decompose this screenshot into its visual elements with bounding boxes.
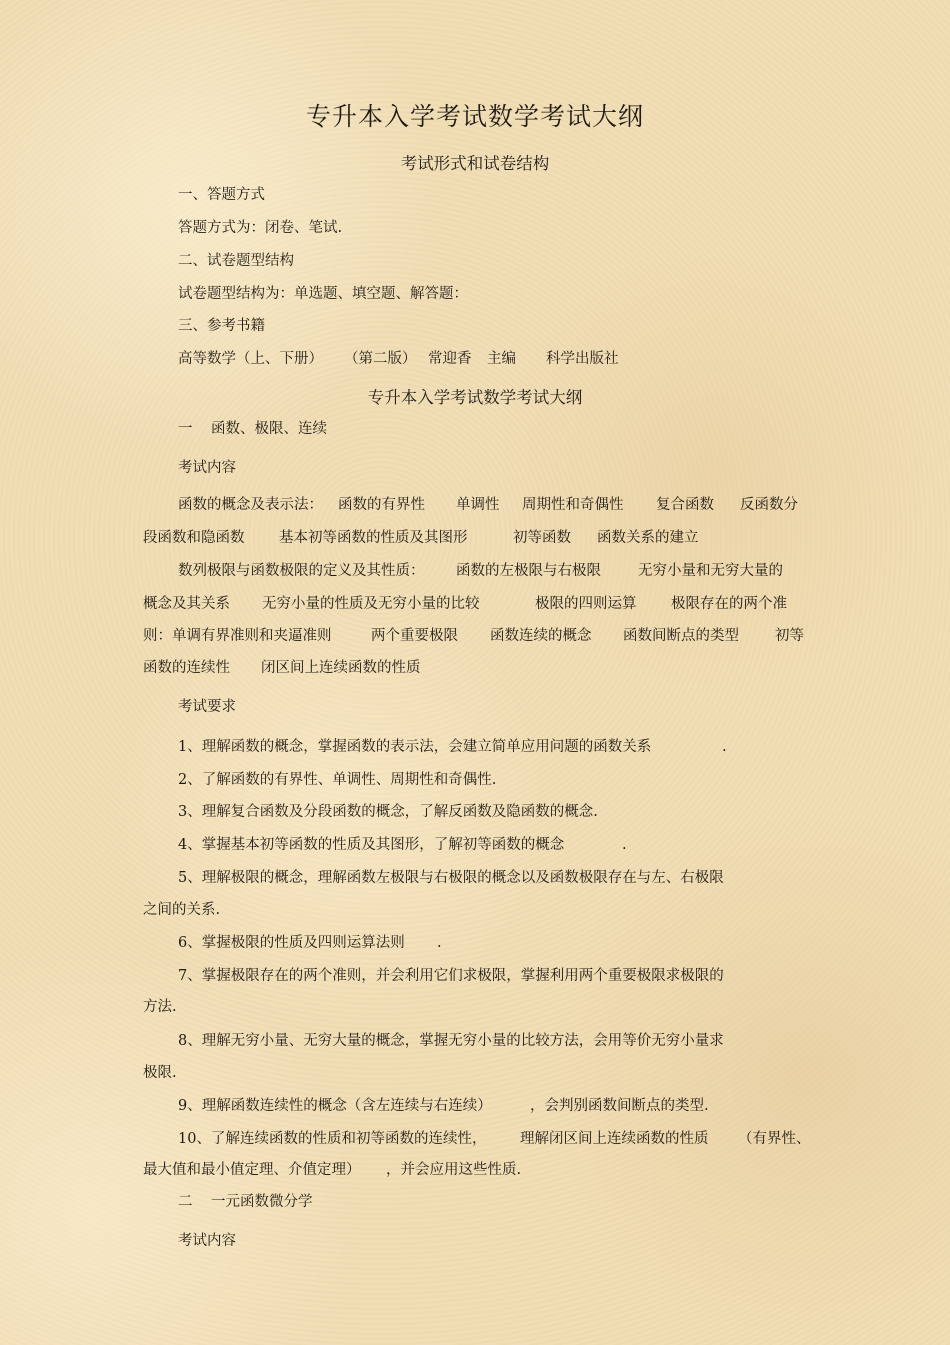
content-item: 反函数分 [740,497,798,513]
requirement-7-cont: 方法. [143,999,177,1015]
content-item: 函数的左极限与右极限 [456,563,601,579]
requirement-6-end: . [437,935,442,951]
requirement-3: 3、理解复合函数及分段函数的概念，了解反函数及隐函数的概念. [178,804,598,820]
content-item: 极限存在的两个准 [671,596,787,612]
content-item: 概念及其关系 [143,596,230,612]
book-editor-role: 主编 [487,351,516,367]
requirement-10-cont: 最大值和最小值定理、介值定理） [143,1162,361,1178]
requirement-10: 10、了解连续函数的性质和初等函数的连续性， [178,1131,487,1147]
item1-heading: 一、答题方式 [178,187,265,203]
requirement-9: 9、理解函数连续性的概念（含左连续与右连续） [178,1098,492,1114]
content-item: 基本初等函数的性质及其图形 [279,530,468,546]
content-item: 函数的有界性 [338,497,425,513]
requirement-5-cont: 之间的关系. [143,902,221,918]
content-item: 函数连续的概念 [490,628,592,644]
book-edition: （第二版） [344,351,417,367]
requirement-1-end: . [722,739,727,755]
content-item: 函数关系的建立 [597,530,699,546]
content-item: 复合函数 [656,497,714,513]
requirement-6: 6、掌握极限的性质及四则运算法则 [178,935,405,951]
content-item: 函数间断点的类型 [623,628,739,644]
content-item: 两个重要极限 [371,628,458,644]
chapter1-name: 函数、极限、连续 [211,421,327,437]
content-label: 考试内容 [178,460,236,476]
item2-body: 试卷题型结构为：单选题、填空题、解答题： [178,286,468,302]
requirement-10-part3: （有界性、 [738,1131,811,1147]
requirement-2: 2、了解函数的有界性、单调性、周期性和奇偶性. [178,772,497,788]
section-heading-exam-form: 考试形式和试卷结构 [400,154,550,173]
requirement-1: 1、理解函数的概念，掌握函数的表示法，会建立简单应用问题的函数关系 [178,739,652,755]
requirement-7: 7、掌握极限存在的两个准则，并会利用它们求极限，掌握利用两个重要极限求极限的 [178,968,724,984]
section-heading-syllabus: 专升本入学考试数学考试大纲 [367,388,583,407]
chapter1-number: 一 [178,421,193,437]
chapter2-number: 二 [178,1194,193,1210]
requirements-label: 考试要求 [178,699,236,715]
book-author: 常迎香 [428,351,472,367]
content-item: 无穷小量的性质及无穷小量的比较 [262,596,480,612]
requirement-4-end: . [622,837,627,853]
item3-heading: 三、参考书籍 [178,318,265,334]
content-item: 极限的四则运算 [535,596,637,612]
book-publisher: 科学出版社 [546,351,619,367]
content-label-2: 考试内容 [178,1233,236,1249]
content-item: 闭区间上连续函数的性质 [261,660,421,676]
content-item: 初等函数 [513,530,571,546]
content-item: 无穷小量和无穷大量的 [638,563,783,579]
chapter2-name: 一元函数微分学 [211,1194,313,1210]
content-item: 段函数和隐函数 [143,530,245,546]
requirement-4: 4、掌握基本初等函数的性质及其图形，了解初等函数的概念 [178,837,565,853]
requirement-8-cont: 极限. [143,1065,177,1081]
content-item: 函数的概念及表示法： [178,497,323,513]
content-item: 函数的连续性 [143,660,230,676]
book-title: 高等数学（上、下册） [178,351,323,367]
requirement-10-cont-end: ，并会应用这些性质. [386,1162,522,1178]
content-item: 单调性 [456,497,500,513]
content-item: 周期性和奇偶性 [522,497,624,513]
requirement-5: 5、理解极限的概念，理解函数左极限与右极限的概念以及函数极限存在与左、右极限 [178,870,724,886]
item1-body: 答题方式为：闭卷、笔试. [178,220,343,236]
requirement-10-part2: 理解闭区间上连续函数的性质 [520,1131,709,1147]
requirement-8: 8、理解无穷小量、无穷大量的概念，掌握无穷小量的比较方法，会用等价无穷小量求 [178,1033,724,1049]
content-item: 数列极限与函数极限的定义及其性质： [178,563,425,579]
content-item: 初等 [775,628,804,644]
item2-heading: 二、试卷题型结构 [178,253,294,269]
content-item: 则：单调有界准则和夹逼准则 [143,628,332,644]
page-title: 专升本入学考试数学考试大纲 [305,102,644,131]
requirement-9-end: ，会判别函数间断点的类型. [530,1098,709,1114]
